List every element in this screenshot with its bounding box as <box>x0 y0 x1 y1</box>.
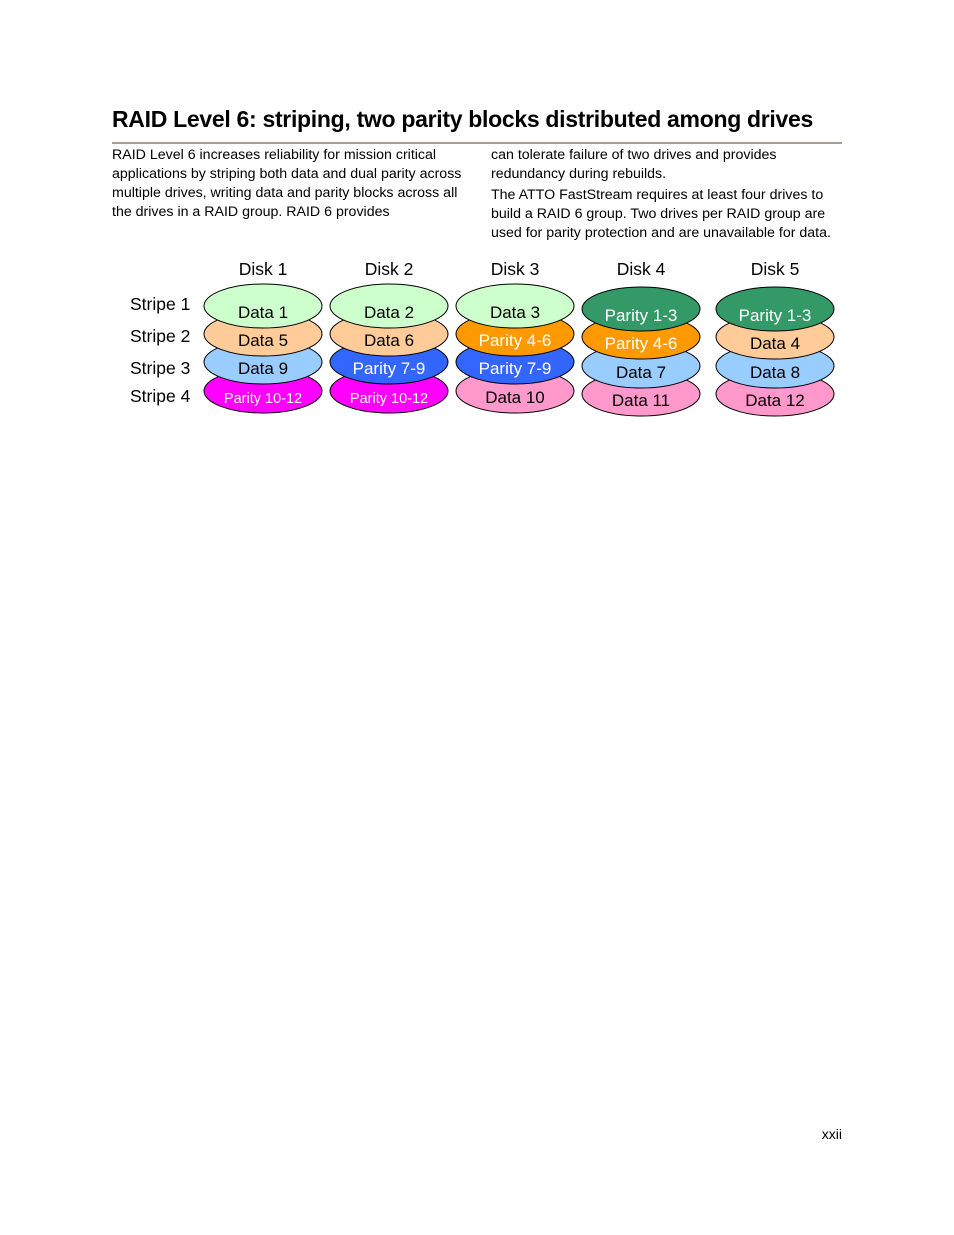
disk-stack-1 <box>204 284 322 413</box>
block-label: Data 10 <box>485 388 545 407</box>
block-label: Parity 10-12 <box>223 391 303 407</box>
page-number: xxii <box>821 1126 842 1142</box>
block-label: Parity 4-6 <box>604 334 678 353</box>
disk-label-3: Disk 3 <box>490 259 540 279</box>
body-paragraph: RAID Level 6 increases reliability for mission critical applications by striping both data and dual parity across multiple drives, writing data and parity blocks across all the drives in a RAID group. RAID 6 provides <box>112 147 462 220</box>
stripe-label-1: Stripe 1 <box>130 294 191 314</box>
block-label: Data 7 <box>615 363 667 382</box>
body-paragraph: The ATTO FastStream requires at least four drives to build a RAID 6 group. Two drives per RAID group are used for parity protection and are unavailable for data. <box>491 187 831 241</box>
block-label: Data 12 <box>745 391 805 410</box>
block-label: Data 8 <box>749 363 801 382</box>
disk-stack-5 <box>716 287 834 416</box>
disk-stack-2 <box>330 284 448 413</box>
block-label: Data 9 <box>237 359 289 378</box>
disk-labels <box>239 259 800 279</box>
disk-label-5: Disk 5 <box>750 259 800 279</box>
block-label: Parity 4-6 <box>478 331 552 350</box>
stripe-labels <box>130 294 191 406</box>
disk-stacks <box>204 284 834 416</box>
block-label: Data 1 <box>237 303 289 322</box>
block-label: Parity 1-3 <box>604 306 678 325</box>
block-label: Parity 10-12 <box>349 391 429 407</box>
disk-stack-3 <box>456 284 574 413</box>
block-label: Data 5 <box>237 331 289 350</box>
stripe-label-3: Stripe 3 <box>130 358 191 378</box>
block-label: Parity 7-9 <box>352 359 426 378</box>
disk-label-4: Disk 4 <box>616 259 666 279</box>
block-label: Data 4 <box>749 334 801 353</box>
stripe-label-4: Stripe 4 <box>130 386 191 406</box>
stripe-label-2: Stripe 2 <box>130 326 191 346</box>
block-label: Parity 7-9 <box>478 359 552 378</box>
raid6-diagram <box>0 0 954 440</box>
block-label: Data 3 <box>489 303 541 322</box>
block-label: Parity 1-3 <box>738 306 812 325</box>
block-label: Data 2 <box>363 303 415 322</box>
section-heading: RAID Level 6: striping, two parity blocks distributed among drives <box>112 106 813 132</box>
disk-stack-4 <box>582 287 700 416</box>
block-label: Data 6 <box>363 331 415 350</box>
disk-label-2: Disk 2 <box>364 259 414 279</box>
body-paragraph: can tolerate failure of two drives and provides redundancy during rebuilds. <box>491 147 777 182</box>
block-label: Data 11 <box>611 391 671 410</box>
disk-label-1: Disk 1 <box>238 259 288 279</box>
